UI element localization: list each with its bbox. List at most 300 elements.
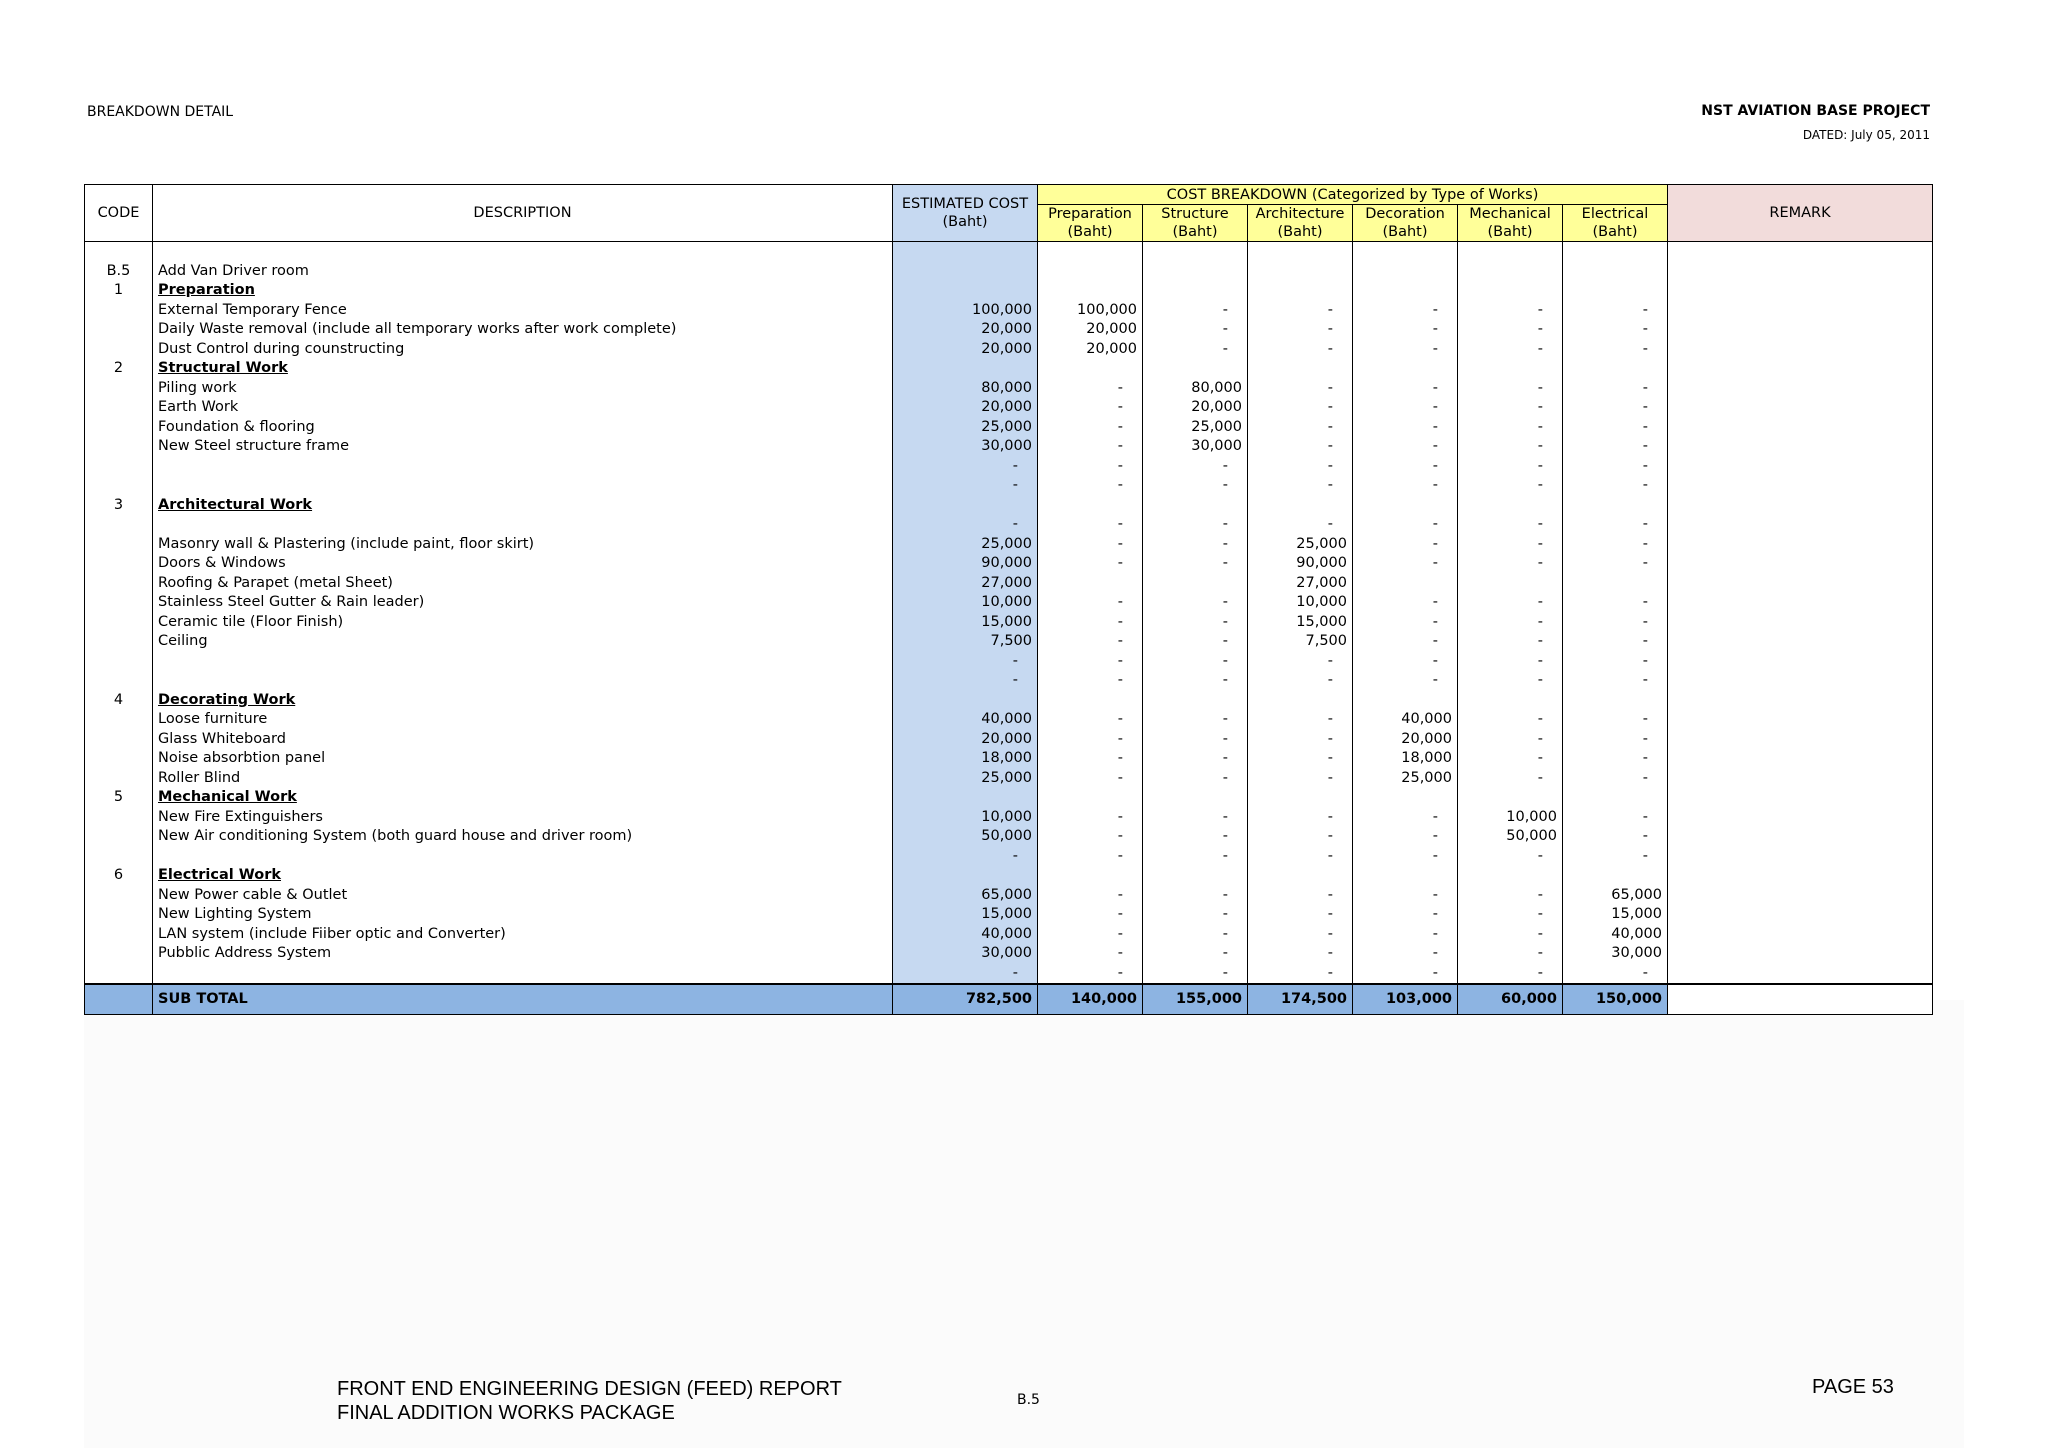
table-row	[85, 632, 1933, 652]
row-description	[153, 847, 893, 867]
row-code	[85, 613, 153, 633]
row-description	[153, 457, 893, 477]
estimated-cost-cell: 30,000	[893, 944, 1038, 964]
col-header-estimated-cost	[893, 185, 1038, 242]
breakdown-cell-preparation: -	[1038, 944, 1143, 964]
breakdown-cell-preparation: -	[1038, 964, 1143, 985]
breakdown-cell-architecture	[1248, 691, 1353, 711]
breakdown-cell-electrical: -	[1563, 730, 1668, 750]
remark-cell	[1668, 476, 1933, 496]
remark-cell	[1668, 398, 1933, 418]
remark-cell	[1668, 652, 1933, 672]
section-title: Architectural Work	[153, 496, 893, 516]
breakdown-cell-mechanical: -	[1458, 730, 1563, 750]
breakdown-cell-structure: -	[1143, 730, 1248, 750]
row-code: 2	[85, 359, 153, 379]
footer-section-code: B.5	[1017, 1392, 1040, 1408]
estimated-cost-cell: 50,000	[893, 827, 1038, 847]
table-row	[85, 847, 1933, 867]
breakdown-cell-structure	[1143, 359, 1248, 379]
breakdown-cell-structure: -	[1143, 886, 1248, 906]
row-description: Glass Whiteboard	[153, 730, 893, 750]
breakdown-cell-structure	[1143, 574, 1248, 594]
remark-cell	[1668, 379, 1933, 399]
breakdown-cell-preparation: -	[1038, 418, 1143, 438]
breakdown-cell-electrical: -	[1563, 749, 1668, 769]
breakdown-cell-electrical: -	[1563, 437, 1668, 457]
row-description: Daily Waste removal (include all temporary works after work complete)	[153, 320, 893, 340]
breakdown-cell-decoration: -	[1353, 535, 1458, 555]
footer-line-1: FRONT END ENGINEERING DESIGN (FEED) REPORT	[337, 1378, 842, 1400]
breakdown-cell-preparation: -	[1038, 437, 1143, 457]
category-label: Architecture	[1255, 206, 1345, 222]
row-code	[85, 515, 153, 535]
breakdown-cell-structure: -	[1143, 847, 1248, 867]
table-row	[85, 340, 1933, 360]
breakdown-cell-structure: -	[1143, 710, 1248, 730]
breakdown-cell-mechanical	[1458, 496, 1563, 516]
breakdown-cell-architecture: -	[1248, 340, 1353, 360]
breakdown-cell-mechanical: -	[1458, 379, 1563, 399]
breakdown-cell-architecture: 10,000	[1248, 593, 1353, 613]
breakdown-cell-mechanical: -	[1458, 535, 1563, 555]
row-code	[85, 418, 153, 438]
row-code	[85, 652, 153, 672]
breakdown-cell-mechanical: -	[1458, 925, 1563, 945]
breakdown-cell-architecture: 90,000	[1248, 554, 1353, 574]
breakdown-cell-decoration	[1353, 574, 1458, 594]
remark-cell	[1668, 730, 1933, 750]
footer-line-2: FINAL ADDITION WORKS PACKAGE	[337, 1402, 675, 1424]
breakdown-cell-mechanical: -	[1458, 320, 1563, 340]
breakdown-cell-architecture: -	[1248, 671, 1353, 691]
section-title: Decorating Work	[153, 691, 893, 711]
breakdown-cell-electrical: -	[1563, 593, 1668, 613]
breakdown-cell-decoration	[1353, 691, 1458, 711]
remark-cell	[1668, 866, 1933, 886]
row-code	[85, 886, 153, 906]
breakdown-cell-mechanical: -	[1458, 769, 1563, 789]
estimated-cost-cell: 40,000	[893, 710, 1038, 730]
subtotal-architecture: 174,500	[1248, 984, 1353, 1015]
row-description: Add Van Driver room	[153, 262, 893, 282]
breakdown-cell-mechanical: -	[1458, 398, 1563, 418]
row-code	[85, 340, 153, 360]
remark-cell	[1668, 827, 1933, 847]
remark-cell	[1668, 671, 1933, 691]
breakdown-cell-electrical: -	[1563, 613, 1668, 633]
breakdown-cell-structure: 20,000	[1143, 398, 1248, 418]
breakdown-cell-preparation: -	[1038, 457, 1143, 477]
row-description: Roofing & Parapet (metal Sheet)	[153, 574, 893, 594]
estimated-cost-cell: 80,000	[893, 379, 1038, 399]
breakdown-cell-preparation	[1038, 788, 1143, 808]
breakdown-cell-mechanical: -	[1458, 554, 1563, 574]
table-row	[85, 398, 1933, 418]
breakdown-cell-mechanical: -	[1458, 886, 1563, 906]
breakdown-cell-decoration: -	[1353, 418, 1458, 438]
breakdown-cell-decoration: -	[1353, 437, 1458, 457]
breakdown-cell-decoration: -	[1353, 632, 1458, 652]
category-unit: (Baht)	[1592, 224, 1638, 240]
table-row	[85, 262, 1933, 282]
breakdown-cell-electrical	[1563, 281, 1668, 301]
breakdown-cell-architecture: -	[1248, 379, 1353, 399]
breakdown-cell-architecture: -	[1248, 320, 1353, 340]
col-header-description: DESCRIPTION	[153, 185, 893, 242]
cost-breakdown-table	[84, 184, 1933, 1015]
section-row	[85, 866, 1933, 886]
estimated-cost-cell: 7,500	[893, 632, 1038, 652]
breakdown-cell-electrical: -	[1563, 535, 1668, 555]
breakdown-cell-decoration: -	[1353, 964, 1458, 985]
breakdown-cell-structure: -	[1143, 593, 1248, 613]
breakdown-cell-preparation: -	[1038, 769, 1143, 789]
breakdown-cell-architecture: -	[1248, 652, 1353, 672]
breakdown-cell-electrical: -	[1563, 476, 1668, 496]
breakdown-cell-decoration: -	[1353, 671, 1458, 691]
breakdown-cell-architecture: 25,000	[1248, 535, 1353, 555]
breakdown-cell-architecture: -	[1248, 710, 1353, 730]
breakdown-cell-architecture	[1248, 866, 1353, 886]
estimated-cost-cell: 65,000	[893, 886, 1038, 906]
breakdown-cell-preparation: -	[1038, 398, 1143, 418]
breakdown-cell-decoration: -	[1353, 652, 1458, 672]
remark-cell	[1668, 496, 1933, 516]
row-description: Loose furniture	[153, 710, 893, 730]
row-code	[85, 593, 153, 613]
breakdown-cell-architecture: -	[1248, 476, 1353, 496]
breakdown-cell-structure: -	[1143, 320, 1248, 340]
section-row	[85, 691, 1933, 711]
table-row	[85, 613, 1933, 633]
breakdown-cell-decoration: 18,000	[1353, 749, 1458, 769]
row-description: Dust Control during counstructing	[153, 340, 893, 360]
table-row	[85, 944, 1933, 964]
row-description	[153, 515, 893, 535]
subtotal-label: SUB TOTAL	[153, 984, 893, 1015]
breakdown-cell-preparation: -	[1038, 613, 1143, 633]
breakdown-cell-electrical	[1563, 262, 1668, 282]
breakdown-cell-electrical: -	[1563, 398, 1668, 418]
breakdown-cell-decoration: -	[1353, 827, 1458, 847]
breakdown-cell-decoration: -	[1353, 886, 1458, 906]
breakdown-cell-mechanical: -	[1458, 632, 1563, 652]
breakdown-cell-structure: -	[1143, 515, 1248, 535]
row-code	[85, 905, 153, 925]
estimated-cost-cell: 27,000	[893, 574, 1038, 594]
row-code	[85, 925, 153, 945]
row-description	[153, 964, 893, 985]
estimated-cost-cell	[893, 866, 1038, 886]
breakdown-cell-preparation	[1038, 574, 1143, 594]
breakdown-cell-preparation: -	[1038, 827, 1143, 847]
breakdown-cell-architecture	[1248, 359, 1353, 379]
row-code: 1	[85, 281, 153, 301]
breakdown-cell-architecture	[1248, 788, 1353, 808]
estimated-cost-cell: 20,000	[893, 730, 1038, 750]
breakdown-cell-electrical	[1563, 788, 1668, 808]
remark-cell	[1668, 320, 1933, 340]
table-row	[85, 515, 1933, 535]
breakdown-cell-electrical	[1563, 574, 1668, 594]
breakdown-cell-decoration: -	[1353, 476, 1458, 496]
breakdown-cell-decoration: -	[1353, 925, 1458, 945]
row-code: B.5	[85, 262, 153, 282]
row-description: Roller Blind	[153, 769, 893, 789]
row-code: 6	[85, 866, 153, 886]
table-row	[85, 905, 1933, 925]
breakdown-cell-mechanical	[1458, 281, 1563, 301]
breakdown-cell-preparation: -	[1038, 886, 1143, 906]
breakdown-cell-electrical: -	[1563, 554, 1668, 574]
table-row	[85, 749, 1933, 769]
row-code	[85, 730, 153, 750]
section-row	[85, 496, 1933, 516]
breakdown-cell-decoration: -	[1353, 398, 1458, 418]
breakdown-cell-decoration: -	[1353, 613, 1458, 633]
table-row	[85, 964, 1933, 985]
breakdown-cell-structure	[1143, 691, 1248, 711]
section-row	[85, 359, 1933, 379]
section-row	[85, 788, 1933, 808]
breakdown-cell-preparation: -	[1038, 554, 1143, 574]
remark-cell	[1668, 262, 1933, 282]
breakdown-cell-preparation	[1038, 262, 1143, 282]
row-code: 3	[85, 496, 153, 516]
breakdown-cell-architecture: -	[1248, 944, 1353, 964]
remark-cell	[1668, 710, 1933, 730]
remark-cell	[1668, 886, 1933, 906]
table-row	[85, 710, 1933, 730]
estimated-cost-cell: 15,000	[893, 613, 1038, 633]
table-row	[85, 418, 1933, 438]
row-code	[85, 320, 153, 340]
table-row	[85, 476, 1933, 496]
breakdown-cell-architecture: 27,000	[1248, 574, 1353, 594]
col-header-decoration	[1353, 205, 1458, 242]
row-code	[85, 710, 153, 730]
breakdown-cell-electrical: -	[1563, 769, 1668, 789]
breakdown-cell-structure: -	[1143, 925, 1248, 945]
breakdown-cell-mechanical: -	[1458, 944, 1563, 964]
breakdown-cell-decoration	[1353, 359, 1458, 379]
section-title: Structural Work	[153, 359, 893, 379]
breakdown-cell-decoration	[1353, 496, 1458, 516]
breakdown-cell-decoration: 25,000	[1353, 769, 1458, 789]
row-code	[85, 437, 153, 457]
breakdown-cell-mechanical: 10,000	[1458, 808, 1563, 828]
breakdown-cell-electrical: -	[1563, 652, 1668, 672]
breakdown-cell-structure	[1143, 262, 1248, 282]
breakdown-cell-electrical: 40,000	[1563, 925, 1668, 945]
breakdown-cell-preparation: 100,000	[1038, 301, 1143, 321]
estimated-cost-label: ESTIMATED COST	[901, 196, 1029, 212]
breakdown-cell-mechanical: -	[1458, 437, 1563, 457]
row-code	[85, 632, 153, 652]
estimated-cost-cell: -	[893, 457, 1038, 477]
category-unit: (Baht)	[1487, 224, 1533, 240]
breakdown-cell-electrical	[1563, 496, 1668, 516]
col-header-mechanical	[1458, 205, 1563, 242]
breakdown-cell-structure: -	[1143, 632, 1248, 652]
breakdown-cell-structure: -	[1143, 613, 1248, 633]
breakdown-cell-structure: -	[1143, 827, 1248, 847]
remark-cell	[1668, 925, 1933, 945]
row-description: Foundation & flooring	[153, 418, 893, 438]
row-description: Pubblic Address System	[153, 944, 893, 964]
breakdown-cell-electrical: -	[1563, 515, 1668, 535]
section-title: Mechanical Work	[153, 788, 893, 808]
row-description: Earth Work	[153, 398, 893, 418]
row-description: New Fire Extinguishers	[153, 808, 893, 828]
breakdown-cell-mechanical: -	[1458, 905, 1563, 925]
breakdown-cell-mechanical: -	[1458, 964, 1563, 985]
category-unit: (Baht)	[1172, 224, 1218, 240]
row-description: Ceramic tile (Floor Finish)	[153, 613, 893, 633]
estimated-cost-cell	[893, 359, 1038, 379]
breakdown-cell-structure: -	[1143, 905, 1248, 925]
breakdown-cell-electrical: -	[1563, 301, 1668, 321]
estimated-cost-cell: 18,000	[893, 749, 1038, 769]
row-code	[85, 827, 153, 847]
breakdown-cell-structure: -	[1143, 749, 1248, 769]
breakdown-cell-decoration: -	[1353, 320, 1458, 340]
report-footer-title	[337, 1377, 842, 1425]
remark-cell	[1668, 457, 1933, 477]
breakdown-cell-preparation: 20,000	[1038, 320, 1143, 340]
breakdown-cell-architecture: -	[1248, 847, 1353, 867]
col-header-structure	[1143, 205, 1248, 242]
row-code	[85, 535, 153, 555]
breakdown-cell-structure: -	[1143, 671, 1248, 691]
table-row	[85, 671, 1933, 691]
row-code: 5	[85, 788, 153, 808]
table-row	[85, 320, 1933, 340]
row-description: New Steel structure frame	[153, 437, 893, 457]
breakdown-cell-architecture: -	[1248, 886, 1353, 906]
section-title: Electrical Work	[153, 866, 893, 886]
category-label: Decoration	[1365, 206, 1445, 222]
remark-cell	[1668, 281, 1933, 301]
row-code	[85, 671, 153, 691]
table-row	[85, 535, 1933, 555]
breakdown-cell-decoration: -	[1353, 593, 1458, 613]
table-body	[85, 242, 1933, 985]
breakdown-cell-decoration: -	[1353, 379, 1458, 399]
breakdown-cell-decoration: -	[1353, 847, 1458, 867]
estimated-cost-cell: 25,000	[893, 769, 1038, 789]
breakdown-cell-electrical: -	[1563, 457, 1668, 477]
breakdown-cell-electrical: -	[1563, 632, 1668, 652]
row-code	[85, 808, 153, 828]
breakdown-cell-structure: -	[1143, 944, 1248, 964]
category-unit: (Baht)	[1382, 224, 1428, 240]
estimated-cost-cell	[893, 262, 1038, 282]
breakdown-cell-preparation: -	[1038, 652, 1143, 672]
breakdown-cell-mechanical: -	[1458, 476, 1563, 496]
breakdown-cell-structure: 80,000	[1143, 379, 1248, 399]
estimated-cost-cell: 25,000	[893, 535, 1038, 555]
remark-cell	[1668, 418, 1933, 438]
table-row	[85, 769, 1933, 789]
table-row	[85, 574, 1933, 594]
remark-cell	[1668, 437, 1933, 457]
row-description: LAN system (include Fiiber optic and Converter)	[153, 925, 893, 945]
subtotal-remark-cell	[1668, 984, 1933, 1015]
breakdown-cell-preparation: -	[1038, 925, 1143, 945]
breakdown-cell-mechanical: -	[1458, 301, 1563, 321]
breakdown-cell-decoration	[1353, 866, 1458, 886]
subtotal-decoration: 103,000	[1353, 984, 1458, 1015]
estimated-cost-cell: 25,000	[893, 418, 1038, 438]
breakdown-cell-architecture	[1248, 262, 1353, 282]
breakdown-cell-structure: -	[1143, 808, 1248, 828]
breakdown-cell-architecture: -	[1248, 730, 1353, 750]
breakdown-cell-preparation	[1038, 281, 1143, 301]
breakdown-cell-preparation: -	[1038, 730, 1143, 750]
breakdown-cell-architecture: -	[1248, 301, 1353, 321]
remark-cell	[1668, 554, 1933, 574]
breakdown-cell-mechanical	[1458, 788, 1563, 808]
breakdown-cell-mechanical: -	[1458, 652, 1563, 672]
breakdown-cell-decoration	[1353, 281, 1458, 301]
row-code	[85, 379, 153, 399]
breakdown-cell-architecture: -	[1248, 437, 1353, 457]
estimated-cost-cell: -	[893, 964, 1038, 985]
estimated-cost-cell: 100,000	[893, 301, 1038, 321]
breakdown-cell-structure: -	[1143, 652, 1248, 672]
breakdown-cell-architecture: -	[1248, 749, 1353, 769]
breakdown-cell-architecture: -	[1248, 964, 1353, 985]
estimated-cost-cell: -	[893, 847, 1038, 867]
row-description: New Air conditioning System (both guard house and driver room)	[153, 827, 893, 847]
remark-cell	[1668, 340, 1933, 360]
breakdown-cell-architecture: -	[1248, 905, 1353, 925]
breakdown-cell-preparation: -	[1038, 847, 1143, 867]
remark-cell	[1668, 944, 1933, 964]
breakdown-cell-decoration: -	[1353, 554, 1458, 574]
remark-cell	[1668, 808, 1933, 828]
table-row	[85, 730, 1933, 750]
breakdown-cell-structure: -	[1143, 554, 1248, 574]
breakdown-cell-preparation	[1038, 359, 1143, 379]
estimated-cost-cell: 20,000	[893, 398, 1038, 418]
estimated-cost-cell: 90,000	[893, 554, 1038, 574]
breakdown-cell-mechanical: -	[1458, 340, 1563, 360]
remark-cell	[1668, 847, 1933, 867]
breakdown-cell-mechanical: -	[1458, 515, 1563, 535]
breakdown-cell-mechanical: -	[1458, 847, 1563, 867]
breakdown-cell-architecture: -	[1248, 808, 1353, 828]
remark-cell	[1668, 788, 1933, 808]
remark-cell	[1668, 613, 1933, 633]
estimated-cost-cell	[893, 788, 1038, 808]
row-description: External Temporary Fence	[153, 301, 893, 321]
remark-cell	[1668, 769, 1933, 789]
estimated-cost-cell	[893, 691, 1038, 711]
breakdown-cell-electrical: -	[1563, 847, 1668, 867]
breakdown-cell-electrical: -	[1563, 320, 1668, 340]
row-description	[153, 476, 893, 496]
breakdown-cell-structure: -	[1143, 476, 1248, 496]
table-row	[85, 379, 1933, 399]
row-description: Noise absorbtion panel	[153, 749, 893, 769]
breakdown-cell-mechanical: -	[1458, 613, 1563, 633]
breakdown-cell-structure: -	[1143, 340, 1248, 360]
breakdown-cell-electrical: -	[1563, 418, 1668, 438]
breakdown-cell-architecture: 15,000	[1248, 613, 1353, 633]
